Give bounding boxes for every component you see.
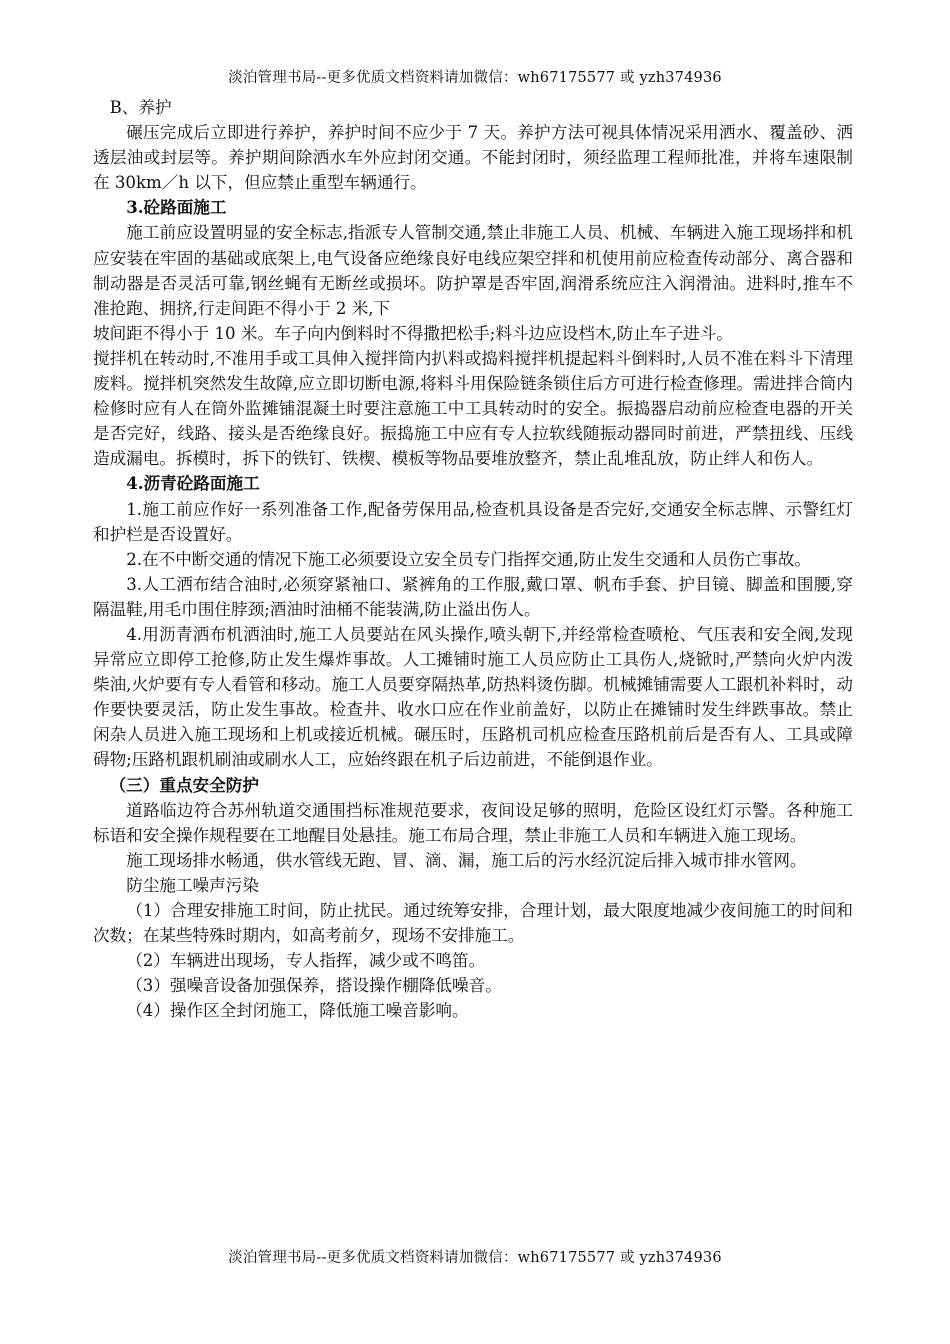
- paragraph: （2）车辆进出现场，专人指挥，减少或不鸣笛。: [126, 951, 486, 971]
- document-body: [93, 95, 853, 1023]
- section-heading: 4.沥青砼路面施工: [126, 473, 260, 494]
- paragraph: 碾压完成后立即进行养护，养护时间不应少于 7 天。养护方法可视具体情况采用洒水、覆盖砂、洒透层油或封层等。养护期间除洒水车外应封闭交通。不能封闭时，须经监理工程师批准，并将车速限制在 30km／h 以下，但应禁止重型车辆通行。: [93, 123, 853, 193]
- paragraph: （3）强噪音设备加强保养，搭设操作棚降低噪音。: [126, 976, 502, 996]
- page-header: 淡泊管理书局--更多优质文档资料请加微信：wh67175577 或 yzh374936: [228, 70, 722, 86]
- paragraph: 4.用沥青洒布机洒油时,施工人员要站在风头操作,喷头朝下,并经常检查喷枪、气压表和安全阀,发现异常应立即停工抢修,防止发生爆炸事故。人工摊铺时施工人员应防止工具伤人,烧锨时,严禁向火炉内泼柴油,火炉要有专人看管和移动。施工人员要穿隔热革,防热料烫伤脚。机械摊铺需要人工跟机补料时，动作要快要灵活，防止发生事故。检查井、收水口应在作业前盖好，以防止在摊铺时发生绊跌事故。禁止闲杂人员进入施工现场和上机或接近机械。碾压时，压路机司机应检查压路机前后是否有人、工具或障碍物;压路机跟机刷油或刷水人工，应始终跟在机子后边前进，不能倒退作业。: [93, 624, 853, 770]
- paragraph: 1.施工前应作好一系列准备工作,配备劳保用品,检查机具设备是否完好,交通安全标志牌、示警红灯和护栏是否设置好。: [93, 499, 853, 544]
- section-heading: 3.砼路面施工: [126, 197, 227, 218]
- paragraph: 搅拌机在转动时,不准用手或工具伸入搅拌筒内扒料或捣料搅拌机提起料斗倒料时,人员不准在料斗下清理废料。搅拌机突然发生故障,应立即切断电源,将料斗用保险链条锁住后方可进行检查修理。需进拌合筒内检修时应有人在筒外监摊铺混凝土时要注意施工中工具转动时的安全。振捣器启动前应检查电器的开关是否完好，线路、接头是否绝缘良好。振捣施工中应有专人拉软线随振动器同时前进，严禁扭线、压线造成漏电。拆模时，拆下的铁钉、铁楔、模板等物品要堆放整齐，禁止乱堆乱放，防止绊人和伤人。: [93, 348, 853, 469]
- paragraph: 道路临边符合苏州轨道交通围挡标准规范要求，夜间设足够的照明，危险区设红灯示警。各种施工标语和安全操作规程要在工地醒目处悬挂。施工布局合理，禁止非施工人员和车辆进入施工现场。: [93, 800, 853, 845]
- paragraph: B、养护: [109, 98, 172, 117]
- paragraph: 防尘施工噪声污染: [126, 875, 259, 895]
- section-heading: （三）重点安全防护: [109, 774, 259, 795]
- paragraph: 2.在不中断交通的情况下施工必须要设立安全员专门指挥交通,防止发生交通和人员伤亡事故。: [126, 549, 812, 569]
- paragraph: （1）合理安排施工时间，防止扰民。通过统筹安排，合理计划，最大限度地减少夜间施工的时间和次数；在某些特殊时期内，如高考前夕，现场不安排施工。: [93, 901, 853, 946]
- paragraph: 施工前应设置明显的安全标志,指派专人管制交通,禁止非施工人员、机械、车辆进入施工现场拌和机应安装在牢固的基础或底架上,电气设备应绝缘良好电线应架空拌和机使用前应检查传动部分、离合器和制动器是否灵活可靠,钢丝蝇有无断丝或损坏。防护罩是否牢固,润滑系统应注入润滑油。进料时,推车不准抢跑、拥挤,行走间距不得小于 2 米,下: [93, 223, 853, 318]
- paragraph: 施工现场排水畅通，供水管线无跑、冒、滴、漏，施工后的污水经沉淀后排入城市排水管网。: [126, 850, 807, 870]
- paragraph: （4）操作区全封闭施工，降低施工噪音影响。: [126, 1001, 469, 1021]
- page-footer: 淡泊管理书局--更多优质文档资料请加微信：wh67175577 或 yzh374936: [228, 1250, 722, 1266]
- paragraph: 3.人工洒布结合油时,必须穿紧袖口、紧裤角的工作服,戴口罩、帆布手套、护目镜、脚盖和围腰,穿隔温鞋,用毛巾围住脖颈;酒油时油桶不能装满,防止溢出伤人。: [93, 574, 853, 619]
- paragraph: 坡间距不得小于 10 米。车子向内倒料时不得撒把松手;料斗边应设档木,防止车子进斗。: [93, 323, 733, 343]
